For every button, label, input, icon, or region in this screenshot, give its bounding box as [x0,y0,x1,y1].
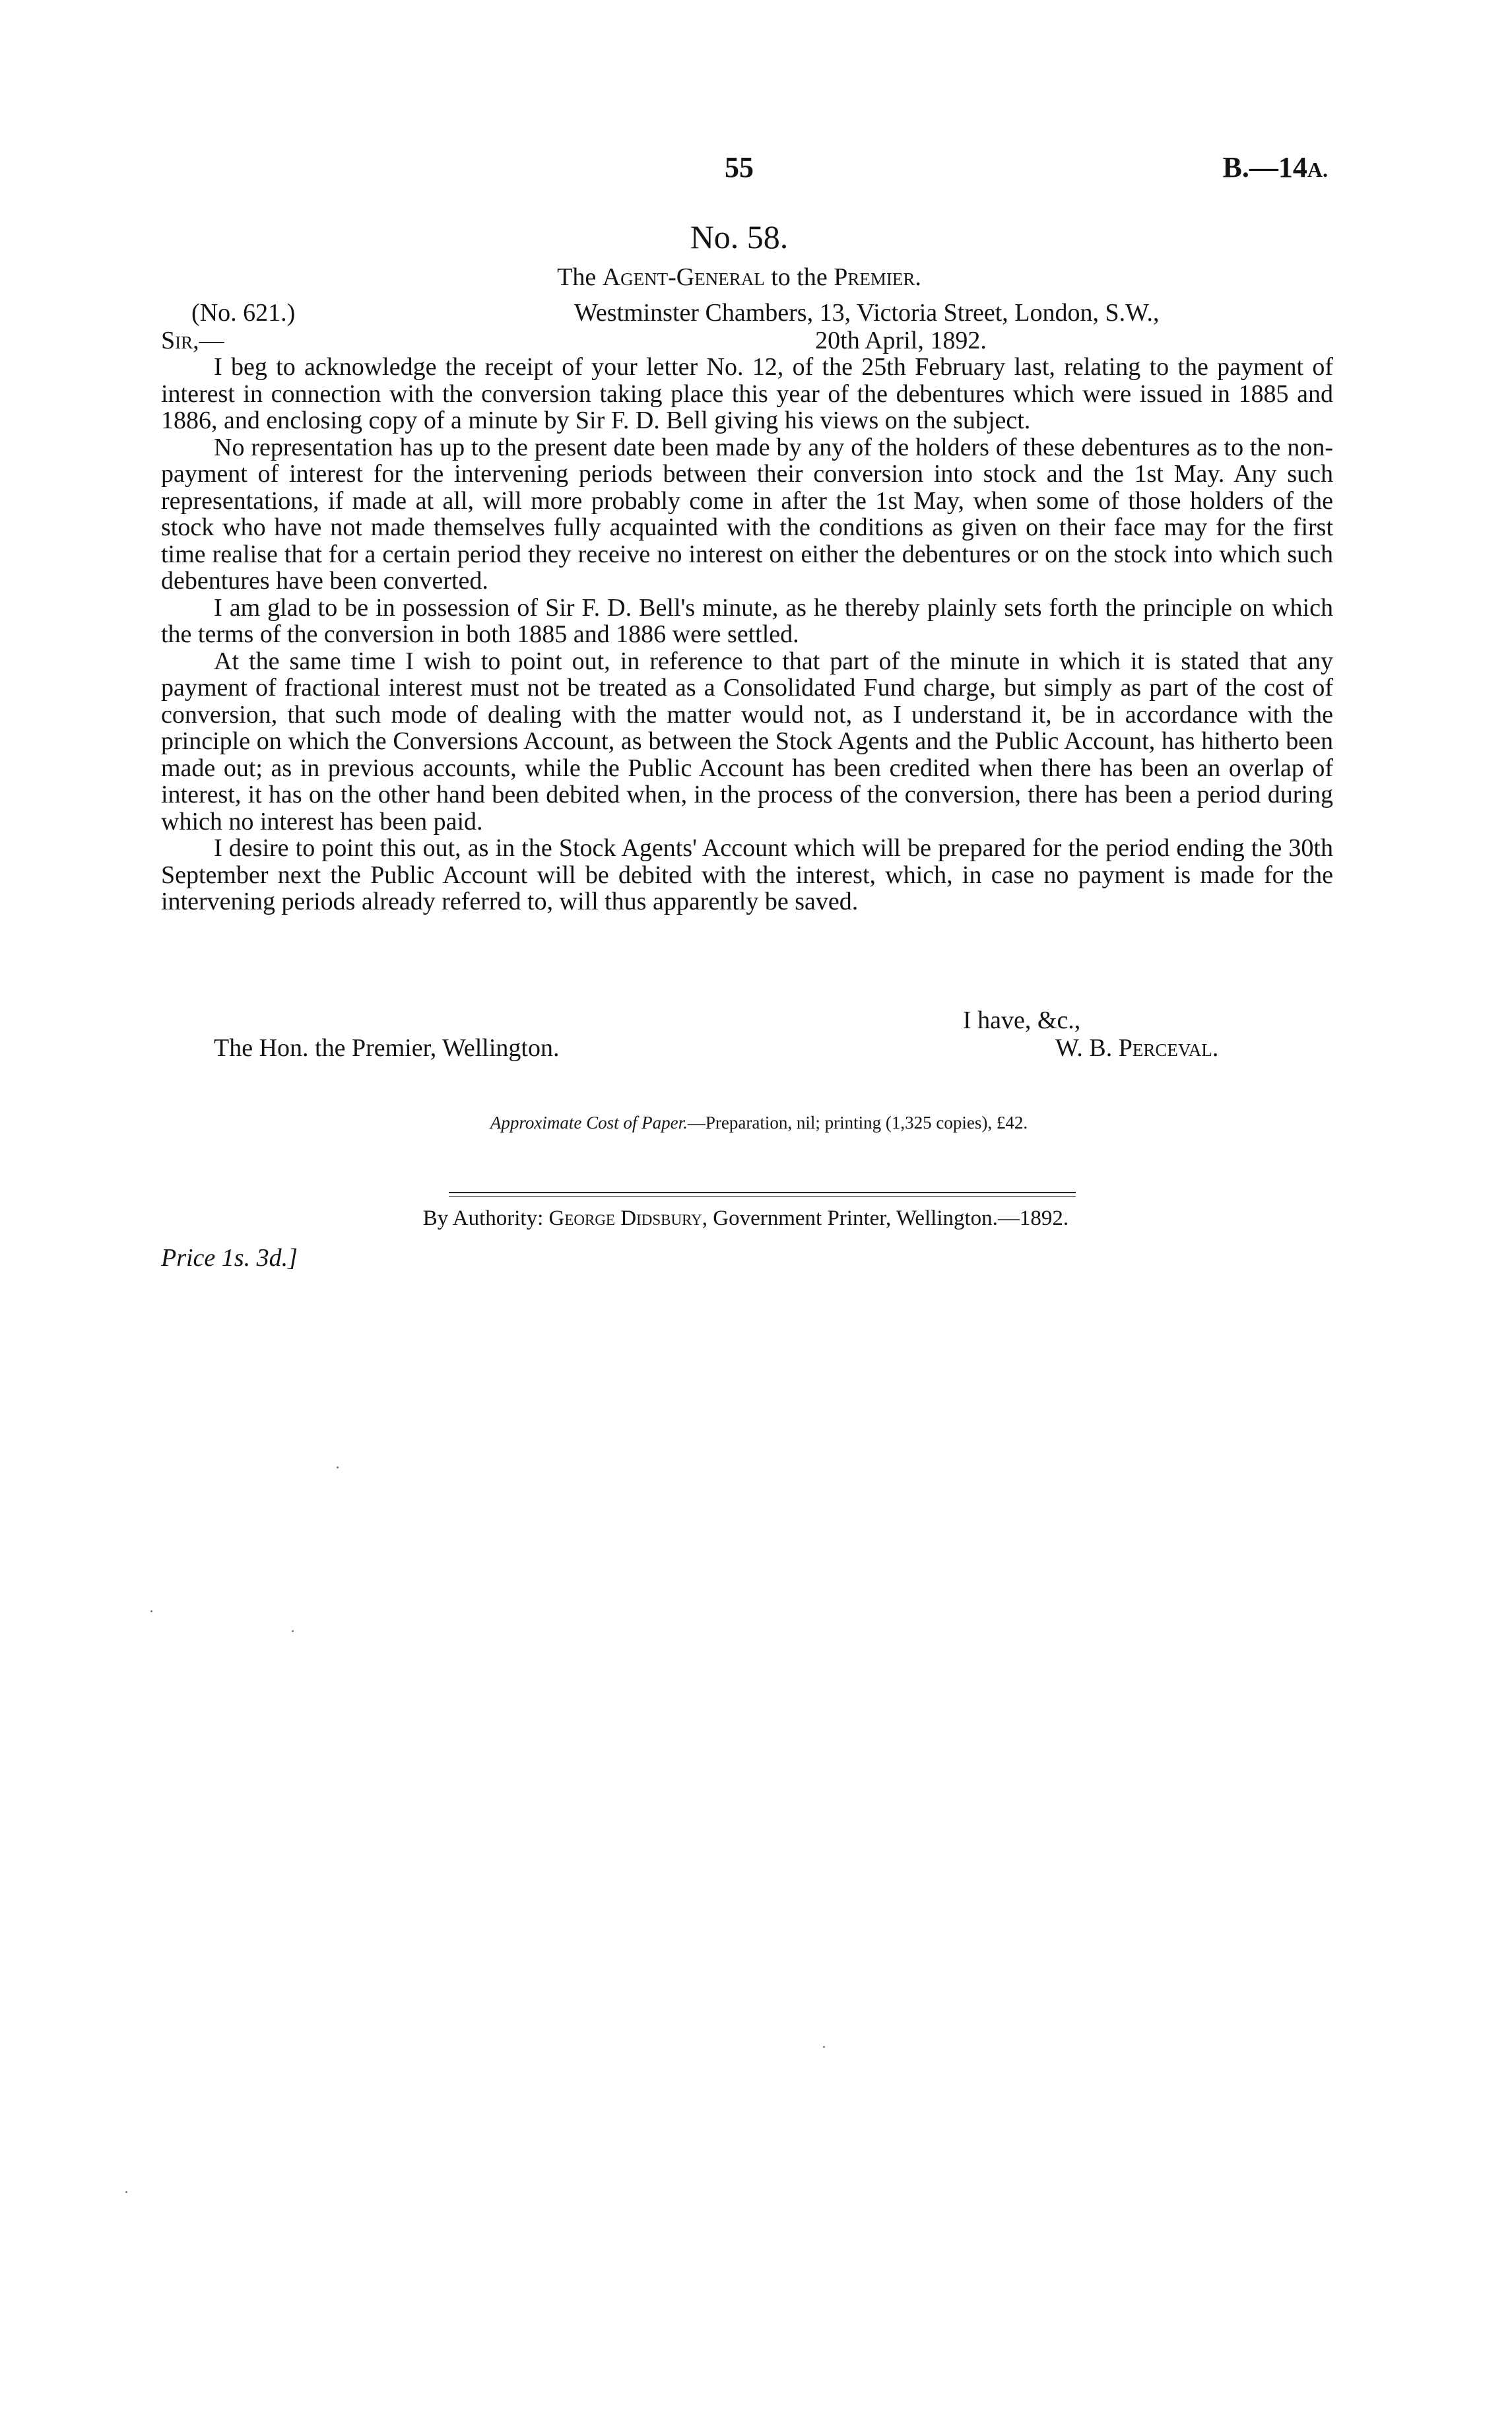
document-number: No. 58. [690,218,789,255]
scan-speck [292,1630,294,1632]
letter-closing: I have, &c., [963,1006,1081,1034]
paragraph-4: At the same time I wish to point out, in reference to that part of the minute in which it is stated that any payment of fractional interest must not be treated as a Consolidated Fund charge, but simply as part of the cost of conversion, that such mode of dealing with the matter would not, as I understand it, be in accordance with the principle on which the Conversions Account, as between the Stock Agents and the Public Account, has hitherto been made out; as in previous accounts, while the Public Account has been credited when there has been an overlap of interest, it has on the other hand been debited when, in the process of the conversion, there has been a period during which no interest has been paid. [161,647,1333,836]
paragraph-3: I am glad to be in possession of Sir F. D. Bell's minute, as he thereby plainly sets forth the principle on which the terms of the conversion in both 1885 and 1886 were settled. [161,593,1333,648]
paragraph-5: I desire to point this out, as in the Stock Agents' Account which will be prepared for the period ending the 30th September next the Public Account will be debited with the interest, which, in case no payment is made for the intervening periods already referred to, will thus apparently be saved. [161,834,1333,915]
document-reference [1223,150,1328,184]
printer-name: George Didsbury [548,1206,702,1230]
paragraph-1: I beg to acknowledge the receipt of your letter No. 12, of the 25th February last, relating to the payment of interest in connection with the conversion taking place this year of the debentures which were issued in 1885 and 1886, and enclosing copy of a minute by Sir F. D. Bell giving his views on the subject. [161,353,1333,434]
scan-speck [125,2191,127,2193]
signature-row [161,1034,1333,1061]
authority-prefix: By Authority: [422,1206,544,1230]
document-subtitle [376,263,1102,292]
cost-note [330,1113,1188,1133]
authority-suffix: , Government Printer, Wellington.—1892. [702,1206,1069,1230]
letter-body [161,354,1333,915]
paragraph-2: No representation has up to the present date been made by any of the holders of these debentures as to the non-payment of interest for the intervening periods between their conversion into stock and the 1st May. Any such representations, if made at all, will more probably come in after the 1st May, when some of those holders of the stock who have not made themselves fully acquainted with the conditions as given on their face may for the first time realise that for a certain period they receive no interest on either the debentures or on the stock into which such debentures have been converted. [161,433,1333,595]
letter-reference-number: (No. 621.) [191,299,296,327]
page-number: 55 [725,151,754,183]
footer-rule-bottom [449,1196,1076,1197]
printer-authority [317,1206,1175,1231]
letter-salutation: Sir,— [161,327,224,354]
subtitle-the: The [557,263,597,291]
scan-speck [823,2046,825,2048]
footer-rule-top [449,1192,1076,1193]
cost-note-label: Approximate Cost of Paper. [490,1113,688,1133]
closing-row [161,1006,1333,1034]
subtitle-to-the: to the [771,263,828,291]
letter-signature: W. B. Perceval. [1055,1034,1219,1062]
letter-addressee: The Hon. the Premier, Wellington. [214,1034,560,1062]
price: Price 1s. 3d.] [161,1244,298,1272]
scan-speck [150,1610,152,1612]
document-reference-suffix: A. [1307,158,1328,181]
document-reference-main: B.—14 [1222,151,1307,183]
scan-speck [337,1466,339,1468]
cost-note-text: —Preparation, nil; printing (1,325 copies), £42. [687,1113,1028,1133]
letter-address: Westminster Chambers, 13, Victoria Street, London, S.W., [574,299,1160,327]
letter-date: 20th April, 1892. [815,327,987,354]
subtitle-recipient: Premier. [834,263,921,291]
subtitle-sender: Agent-General [602,263,765,291]
